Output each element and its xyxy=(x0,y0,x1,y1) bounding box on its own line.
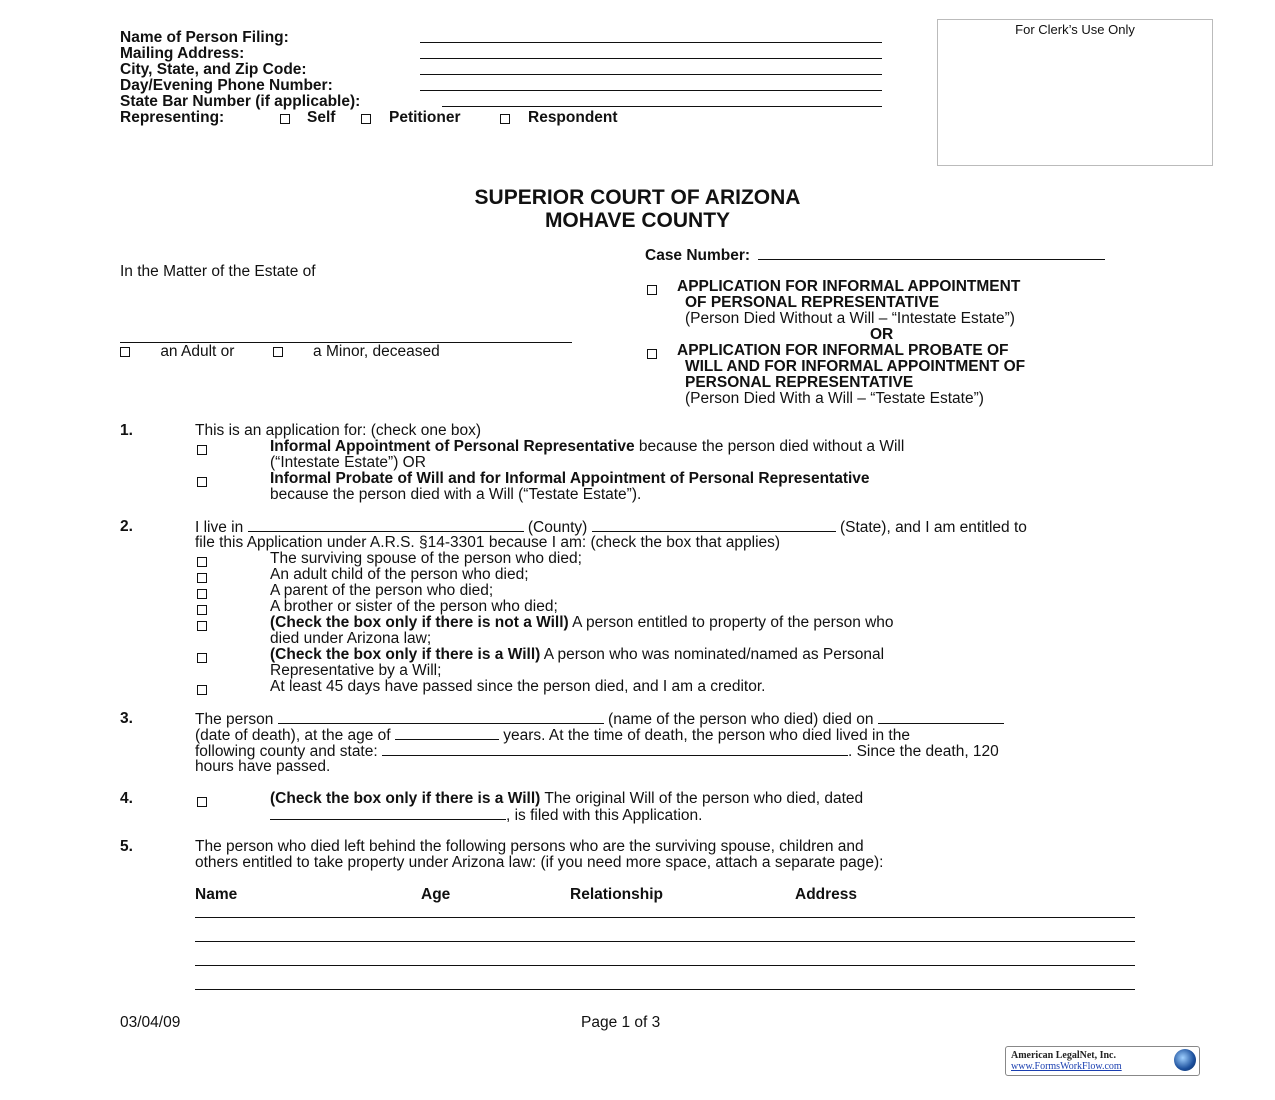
logo-url[interactable]: www.FormsWorkFlow.com xyxy=(1011,1061,1122,1072)
nominee-will-option xyxy=(270,647,884,663)
section-2-number: 2. xyxy=(120,518,133,535)
section-2-line2: file this Application under A.R.S. §14-3301 because I am: (check the box that applies) xyxy=(195,534,781,551)
nominee-will-rest: A person who was nominated/named as Personal xyxy=(540,646,885,663)
adult-label: an Adult or xyxy=(160,343,235,360)
court-title xyxy=(0,186,1275,232)
case-number-label: Case Number: xyxy=(645,247,751,264)
county-label: (County) xyxy=(527,519,588,536)
self-checkbox[interactable] xyxy=(280,114,290,124)
section-3-line2 xyxy=(195,727,910,744)
county-state-of-death-field[interactable] xyxy=(382,743,848,756)
respondent-option-label: Respondent xyxy=(528,109,618,126)
section-3-line4: hours have passed. xyxy=(195,758,331,775)
informal-probate-option: Informal Probate of Will and for Informal Appointment of Personal Representative xyxy=(270,470,870,487)
testate-title-line2: WILL AND FOR INFORMAL APPOINTMENT OF xyxy=(685,358,1026,375)
adult-checkbox[interactable] xyxy=(120,347,130,357)
heir-no-will-checkbox[interactable] xyxy=(197,621,207,631)
date-of-death-field[interactable] xyxy=(878,711,1004,724)
intestate-note: (Person Died Without a Will – “Intestate Estate”) xyxy=(685,310,1015,327)
testate-application-title xyxy=(677,343,1025,391)
creditor-option: At least 45 days have passed since the person died, and I am a creditor. xyxy=(270,678,766,695)
nominee-will-line2: Representative by a Will; xyxy=(270,662,442,679)
section-5-line1: The person who died left behind the following persons who are the surviving spouse, children and xyxy=(195,838,864,855)
phone-label: Day/Evening Phone Number: xyxy=(120,77,333,94)
testate-note: (Person Died With a Will – “Testate Estate”) xyxy=(685,390,984,407)
intestate-application-checkbox[interactable] xyxy=(647,285,657,295)
mailing-address-field[interactable] xyxy=(420,46,882,59)
self-option-label: Self xyxy=(307,109,336,126)
residence-county-field[interactable] xyxy=(248,519,524,532)
person-label: The person xyxy=(195,711,274,728)
testate-title-line1: APPLICATION FOR INFORMAL PROBATE OF xyxy=(677,342,1009,359)
state-label: (State), and I am entitled to xyxy=(839,519,1027,536)
will-filed-label: , is filed with this Application. xyxy=(506,807,703,824)
section-5-line2: others entitled to take property under Arizona law: (if you need more space, attach a separate page): xyxy=(195,854,884,871)
city-state-zip-field[interactable] xyxy=(420,62,882,75)
form-date: 03/04/09 xyxy=(120,1014,181,1031)
nominee-will-checkbox[interactable] xyxy=(197,653,207,663)
deceased-name-field[interactable] xyxy=(278,711,604,724)
informal-appointment-option xyxy=(270,439,904,455)
globe-icon xyxy=(1174,1049,1196,1071)
estate-matter-label: In the Matter of the Estate of xyxy=(120,263,316,280)
state-bar-field[interactable] xyxy=(442,94,882,107)
clerk-use-box xyxy=(937,19,1213,166)
representing-row xyxy=(120,110,890,126)
representing-label: Representing: xyxy=(120,109,225,126)
intestate-title-line1: APPLICATION FOR INFORMAL APPOINTMENT xyxy=(677,278,1021,295)
original-will-line2 xyxy=(270,807,702,824)
mailing-address-label: Mailing Address: xyxy=(120,45,245,62)
heir-no-will-rest: A person entitled to property of the person who xyxy=(568,614,894,631)
filer-name-label: Name of Person Filing: xyxy=(120,29,289,46)
american-legalnet-logo[interactable] xyxy=(1005,1046,1200,1076)
informal-probate-checkbox[interactable] xyxy=(197,477,207,487)
column-age-header: Age xyxy=(421,886,451,903)
informal-appointment-bold: Informal Appointment of Personal Representative xyxy=(270,438,635,455)
nominee-will-bold: (Check the box only if there is a Will) xyxy=(270,646,541,663)
survivor-row-field[interactable] xyxy=(195,905,1135,918)
decedent-name-field[interactable] xyxy=(120,330,572,343)
section-1-intro: This is an application for: (check one box) xyxy=(195,422,482,439)
will-date-field[interactable] xyxy=(270,807,506,820)
court-county: MOHAVE COUNTY xyxy=(544,209,731,232)
section-3-line1 xyxy=(195,711,1004,728)
heir-no-will-bold: (Check the box only if there is not a Will) xyxy=(270,614,569,631)
original-will-checkbox[interactable] xyxy=(197,797,207,807)
filer-name-field[interactable] xyxy=(420,30,882,43)
or-label: OR xyxy=(870,326,894,343)
filer-info-block xyxy=(120,30,890,126)
informal-appointment-checkbox[interactable] xyxy=(197,445,207,455)
intestate-title-line2: OF PERSONAL REPRESENTATIVE xyxy=(685,294,940,311)
case-number-field[interactable] xyxy=(758,247,1105,260)
section-4-number: 4. xyxy=(120,790,133,807)
informal-appointment-rest: because the person died without a Will xyxy=(634,438,905,455)
survivor-row-field[interactable] xyxy=(195,977,1135,990)
original-will-bold: (Check the box only if there is a Will) xyxy=(270,790,541,807)
survivor-row-field[interactable] xyxy=(195,953,1135,966)
sibling-option: A brother or sister of the person who died; xyxy=(270,598,558,615)
logo-company: American LegalNet, Inc. xyxy=(1011,1050,1116,1061)
column-address-header: Address xyxy=(795,886,858,903)
section-3-number: 3. xyxy=(120,710,133,727)
died-on-label: (name of the person who died) died on xyxy=(608,711,874,728)
page-number: Page 1 of 3 xyxy=(581,1014,661,1031)
state-bar-label: State Bar Number (if applicable): xyxy=(120,93,361,110)
adult-child-checkbox[interactable] xyxy=(197,573,207,583)
phone-field[interactable] xyxy=(420,78,882,91)
section-1-number: 1. xyxy=(120,422,133,439)
age-at-death-field[interactable] xyxy=(395,727,499,740)
sibling-checkbox[interactable] xyxy=(197,605,207,615)
heir-no-will-line2: died under Arizona law; xyxy=(270,630,432,647)
informal-probate-line2: because the person died with a Will (“Testate Estate”). xyxy=(270,486,642,503)
live-in-label: I live in xyxy=(195,519,244,536)
minor-label: a Minor, deceased xyxy=(313,343,440,360)
since-death-label: . Since the death, 120 xyxy=(847,743,999,760)
adult-child-option: An adult child of the person who died; xyxy=(270,566,529,583)
spouse-option: The surviving spouse of the person who died; xyxy=(270,550,582,567)
survivor-row-field[interactable] xyxy=(195,929,1135,942)
parent-checkbox[interactable] xyxy=(197,589,207,599)
respondent-checkbox[interactable] xyxy=(500,114,510,124)
county-state-label: following county and state: xyxy=(195,743,378,760)
original-will-rest: The original Will of the person who died, dated xyxy=(540,790,864,807)
minor-checkbox[interactable] xyxy=(273,347,283,357)
informal-appointment-line2: (“Intestate Estate”) OR xyxy=(270,454,426,471)
parent-option: A parent of the person who died; xyxy=(270,582,494,599)
column-relationship-header: Relationship xyxy=(570,886,664,903)
creditor-checkbox[interactable] xyxy=(197,685,207,695)
intestate-application-title xyxy=(677,279,1020,311)
testate-title-line3: PERSONAL REPRESENTATIVE xyxy=(685,374,914,391)
column-name-header: Name xyxy=(195,886,238,903)
testate-application-checkbox[interactable] xyxy=(647,349,657,359)
petitioner-checkbox[interactable] xyxy=(361,114,371,124)
section-5-number: 5. xyxy=(120,838,133,855)
age-label: (date of death), at the age of xyxy=(195,727,391,744)
years-label: years. At the time of death, the person who died lived in the xyxy=(503,727,910,744)
adult-minor-row xyxy=(120,343,440,361)
city-state-zip-label: City, State, and Zip Code: xyxy=(120,61,307,78)
original-will-option xyxy=(270,791,863,807)
clerk-use-label: For Clerk’s Use Only xyxy=(1015,22,1135,37)
spouse-checkbox[interactable] xyxy=(197,557,207,567)
heir-no-will-option xyxy=(270,615,894,631)
residence-state-field[interactable] xyxy=(592,519,836,532)
court-name: SUPERIOR COURT OF ARIZONA xyxy=(474,186,801,209)
petitioner-option-label: Petitioner xyxy=(389,109,461,126)
case-number-row xyxy=(645,247,1105,265)
